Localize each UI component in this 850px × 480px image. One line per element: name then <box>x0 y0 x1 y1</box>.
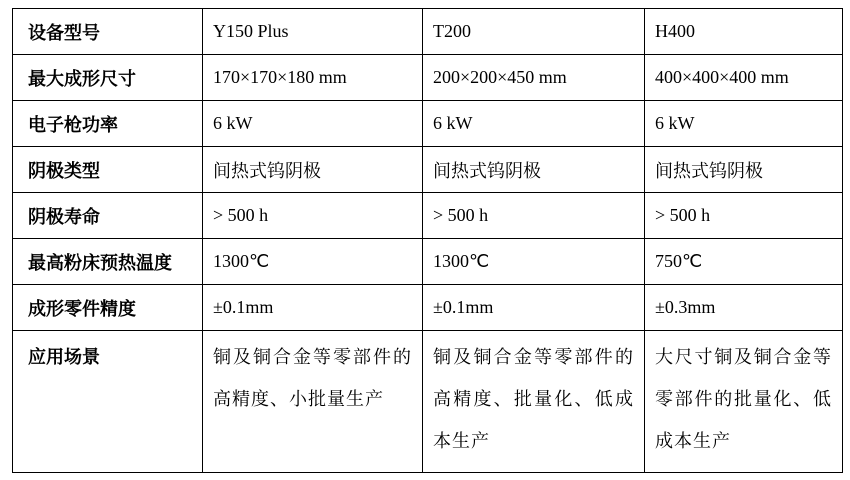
row-value: 6 kW <box>645 101 843 147</box>
table-row <box>13 55 843 101</box>
row-value: ±0.1mm <box>203 285 423 331</box>
table-row <box>13 147 843 193</box>
row-value: 6 kW <box>423 101 645 147</box>
row-value: 750℃ <box>645 239 843 285</box>
row-value: > 500 h <box>645 193 843 239</box>
table-row <box>13 285 843 331</box>
table-row <box>13 193 843 239</box>
row-value: ±0.1mm <box>423 285 645 331</box>
row-value: 1300℃ <box>423 239 645 285</box>
table-row <box>13 9 843 55</box>
row-value: 6 kW <box>203 101 423 147</box>
row-value: H400 <box>645 9 843 55</box>
row-value: 间热式钨阴极 <box>645 147 843 193</box>
row-label: 阴极类型 <box>13 147 203 193</box>
row-label: 最高粉床预热温度 <box>13 239 203 285</box>
row-value: > 500 h <box>203 193 423 239</box>
row-value: 铜及铜合金等零部件的高精度、批量化、低成本生产 <box>423 331 645 473</box>
row-value: > 500 h <box>423 193 645 239</box>
row-label: 最大成形尺寸 <box>13 55 203 101</box>
row-label: 应用场景 <box>13 331 203 473</box>
spec-table-body <box>13 9 843 473</box>
row-value: 大尺寸铜及铜合金等零部件的批量化、低成本生产 <box>645 331 843 473</box>
row-label: 电子枪功率 <box>13 101 203 147</box>
row-value: 铜及铜合金等零部件的高精度、小批量生产 <box>203 331 423 473</box>
row-label: 阴极寿命 <box>13 193 203 239</box>
row-value: 200×200×450 mm <box>423 55 645 101</box>
row-value: ±0.3mm <box>645 285 843 331</box>
row-value: 170×170×180 mm <box>203 55 423 101</box>
row-label: 成形零件精度 <box>13 285 203 331</box>
table-row <box>13 101 843 147</box>
row-value: T200 <box>423 9 645 55</box>
spec-table-container <box>12 8 843 473</box>
row-label: 设备型号 <box>13 9 203 55</box>
row-value: 间热式钨阴极 <box>203 147 423 193</box>
row-value: 间热式钨阴极 <box>423 147 645 193</box>
table-row <box>13 331 843 473</box>
row-value: Y150 Plus <box>203 9 423 55</box>
row-value: 1300℃ <box>203 239 423 285</box>
table-row <box>13 239 843 285</box>
spec-table <box>12 8 843 473</box>
row-value: 400×400×400 mm <box>645 55 843 101</box>
